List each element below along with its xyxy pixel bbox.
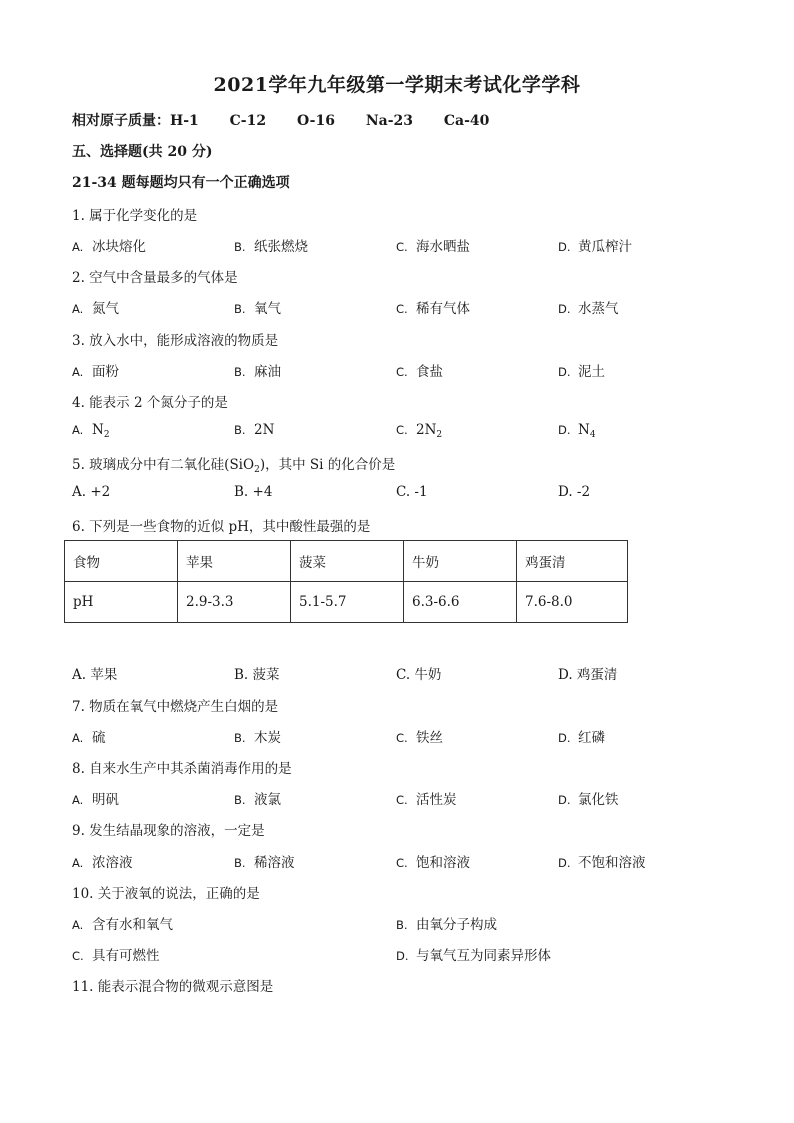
question-1-stem: 1. 属于化学变化的是 xyxy=(72,208,198,224)
q9-option-c: C. 饱和溶液 xyxy=(396,855,470,871)
q6-option-a: A. 苹果 xyxy=(72,667,118,683)
ph-table xyxy=(64,540,628,623)
q2-option-a: A. 氮气 xyxy=(72,301,119,317)
q3-option-c: C. 食盐 xyxy=(396,364,443,380)
ph-table-cell: 菠菜 xyxy=(291,541,404,582)
q10-option-d: D. 与氧气互为同素异形体 xyxy=(396,948,551,964)
question-11-stem: 11. 能表示混合物的微观示意图是 xyxy=(72,979,274,995)
question-3-stem: 3. 放入水中，能形成溶液的物质是 xyxy=(72,333,279,349)
ph-table-cell: 食物 xyxy=(65,541,178,582)
section-heading: 五、选择题(共 20 分) xyxy=(72,144,213,160)
page-title: 2021学年九年级第一学期末考试化学学科 xyxy=(213,74,581,96)
q3-option-b: B. 麻油 xyxy=(234,364,281,380)
q10-option-c: C. 具有可燃性 xyxy=(72,948,160,964)
q9-option-d: D. 不饱和溶液 xyxy=(558,855,646,871)
q4-option-c: C. $2N_2$ xyxy=(396,422,443,440)
q7-option-a: A. 硫 xyxy=(72,730,106,746)
ph-table-cell: 苹果 xyxy=(178,541,291,582)
question-4-stem: 4. 能表示 2 个氮分子的是 xyxy=(72,395,228,411)
question-8-stem: 8. 自来水生产中其杀菌消毒作用的是 xyxy=(72,761,292,777)
ph-table-cell: 2.9-3.3 xyxy=(178,582,291,623)
q8-option-b: B. 液氯 xyxy=(234,792,281,808)
atomic-mass-o: O-16 xyxy=(296,113,335,129)
ph-table-cell: 6.3-6.6 xyxy=(404,582,517,623)
q4-option-d: D. $N_4$ xyxy=(558,422,596,440)
question-10-stem: 10. 关于液氧的说法，正确的是 xyxy=(72,886,260,902)
atomic-mass-na: Na-23 xyxy=(365,113,414,129)
q7-option-b: B. 木炭 xyxy=(234,730,281,746)
atomic-mass-line xyxy=(72,110,515,130)
atomic-mass-label: 相对原子质量：H-1 xyxy=(72,113,199,129)
q8-option-a: A. 明矾 xyxy=(72,792,119,808)
q2-option-d: D. 水蒸气 xyxy=(558,301,619,317)
ph-table-value-row xyxy=(65,582,628,623)
question-9-stem: 9. 发生结晶现象的溶液，一定是 xyxy=(72,823,265,839)
ph-table-cell: 鸡蛋清 xyxy=(517,541,628,582)
q5-option-c: C. -1 xyxy=(396,484,428,500)
ph-table-cell: 7.6-8.0 xyxy=(517,582,628,623)
question-7-stem: 7. 物质在氧气中燃烧产生白烟的是 xyxy=(72,699,279,715)
q2-option-c: C. 稀有气体 xyxy=(396,301,470,317)
q3-option-d: D. 泥土 xyxy=(558,364,605,380)
ph-table-cell: pH xyxy=(65,582,178,623)
question-6-stem: 6. 下列是一些食物的近似 pH，其中酸性最强的是 xyxy=(72,519,371,535)
ph-table-header-row xyxy=(65,541,628,582)
q1-option-c: C. 海水晒盐 xyxy=(396,239,470,255)
q7-option-c: C. 铁丝 xyxy=(396,730,443,746)
q1-option-d: D. 黄瓜榨汁 xyxy=(558,239,632,255)
q5-option-a: A. +2 xyxy=(72,484,111,500)
q7-option-d: D. 红磷 xyxy=(558,730,605,746)
q1-option-a: A. 冰块熔化 xyxy=(72,239,146,255)
q6-option-d: D. 鸡蛋清 xyxy=(558,667,618,683)
question-2-stem: 2. 空气中含量最多的气体是 xyxy=(72,270,238,286)
q1-option-b: B. 纸张燃烧 xyxy=(234,239,308,255)
question-5-stem: 5. 玻璃成分中有二氧化硅(SiO$_2$)，其中 Si 的化合价是 xyxy=(72,457,396,475)
q9-option-a: A. 浓溶液 xyxy=(72,855,133,871)
q10-option-b: B. 由氧分子构成 xyxy=(396,917,497,933)
ph-table-cell: 5.1-5.7 xyxy=(291,582,404,623)
ph-table-cell: 牛奶 xyxy=(404,541,517,582)
q6-option-c: C. 牛奶 xyxy=(396,667,442,683)
q4-option-b: B. 2N xyxy=(234,422,275,438)
section-instruction: 21-34 题每题均只有一个正确选项 xyxy=(72,175,290,191)
q10-option-a: A. 含有水和氧气 xyxy=(72,917,173,933)
q2-option-b: B. 氧气 xyxy=(234,301,281,317)
q5-option-b: B. +4 xyxy=(234,484,273,500)
q3-option-a: A. 面粉 xyxy=(72,364,119,380)
q4-option-a: A. $N_2$ xyxy=(72,422,110,440)
atomic-mass-ca: Ca-40 xyxy=(443,113,490,129)
q8-option-d: D. 氯化铁 xyxy=(558,792,619,808)
q6-option-b: B. 菠菜 xyxy=(234,667,280,683)
q8-option-c: C. 活性炭 xyxy=(396,792,457,808)
q5-option-d: D. -2 xyxy=(558,484,591,500)
q9-option-b: B. 稀溶液 xyxy=(234,855,295,871)
atomic-mass-c: C-12 xyxy=(229,113,267,129)
